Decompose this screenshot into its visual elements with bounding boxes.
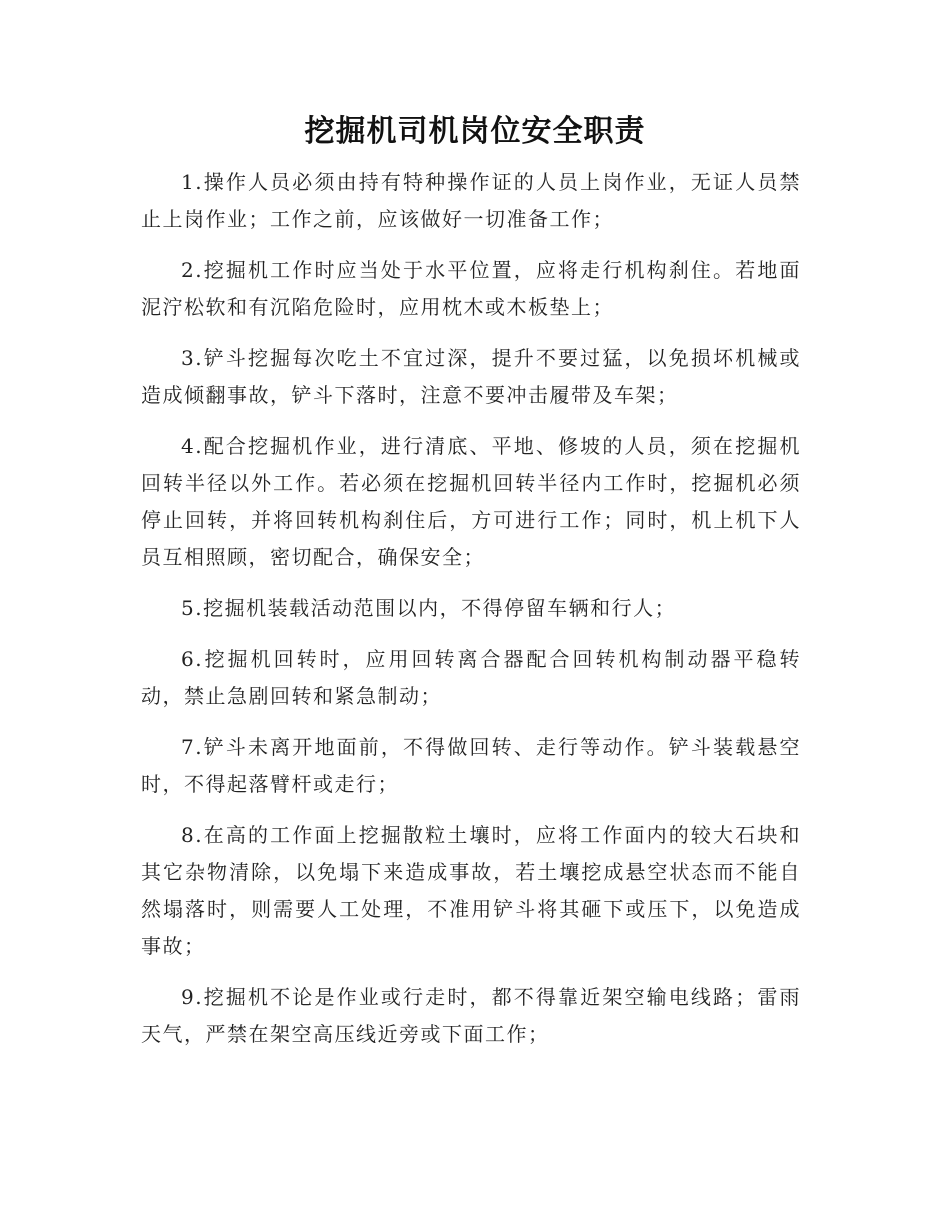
paragraph-3: 3.铲斗挖掘每次吃土不宜过深，提升不要过猛，以免损坏机械或造成倾翻事故，铲斗下落时，注意不要冲击履带及车架； [141, 346, 801, 407]
paragraph-2: 2.挖掘机工作时应当处于水平位置，应将走行机构刹住。若地面泥泞松软和有沉陷危险时，应用枕木或木板垫上； [141, 258, 801, 319]
paragraph-9: 9.挖掘机不论是作业或行走时，都不得靠近架空输电线路；雷雨天气，严禁在架空高压线近旁或下面工作； [141, 985, 801, 1046]
paragraph-6: 6.挖掘机回转时，应用回转离合器配合回转机构制动器平稳转动，禁止急剧回转和紧急制动； [141, 647, 801, 708]
paragraph-1: 1.操作人员必须由持有特种操作证的人员上岗作业，无证人员禁止上岗作业；工作之前，应该做好一切准备工作； [141, 170, 801, 231]
document-body [141, 164, 801, 1067]
document-title: 挖掘机司机岗位安全职责 [304, 114, 646, 149]
paragraph-5: 5.挖掘机装载活动范围以内，不得停留车辆和行人； [181, 596, 677, 620]
paragraph-8: 8.在高的工作面上挖掘散粒土壤时，应将工作面内的较大石块和其它杂物清除，以免塌下来造成事故，若土壤挖成悬空状态而不能自然塌落时，则需要人工处理，不准用铲斗将其砸下或压下，以免造成事故； [141, 823, 801, 958]
paragraph-4: 4.配合挖掘机作业，进行清底、平地、修坡的人员，须在挖掘机回转半径以外工作。若必须在挖掘机回转半径内工作时，挖掘机必须停止回转，并将回转机构刹住后，方可进行工作；同时，机上机下人员互相照顾，密切配合，确保安全； [141, 434, 801, 569]
paragraph-7: 7.铲斗未离开地面前，不得做回转、走行等动作。铲斗装载悬空时，不得起落臂杆或走行； [141, 735, 801, 796]
